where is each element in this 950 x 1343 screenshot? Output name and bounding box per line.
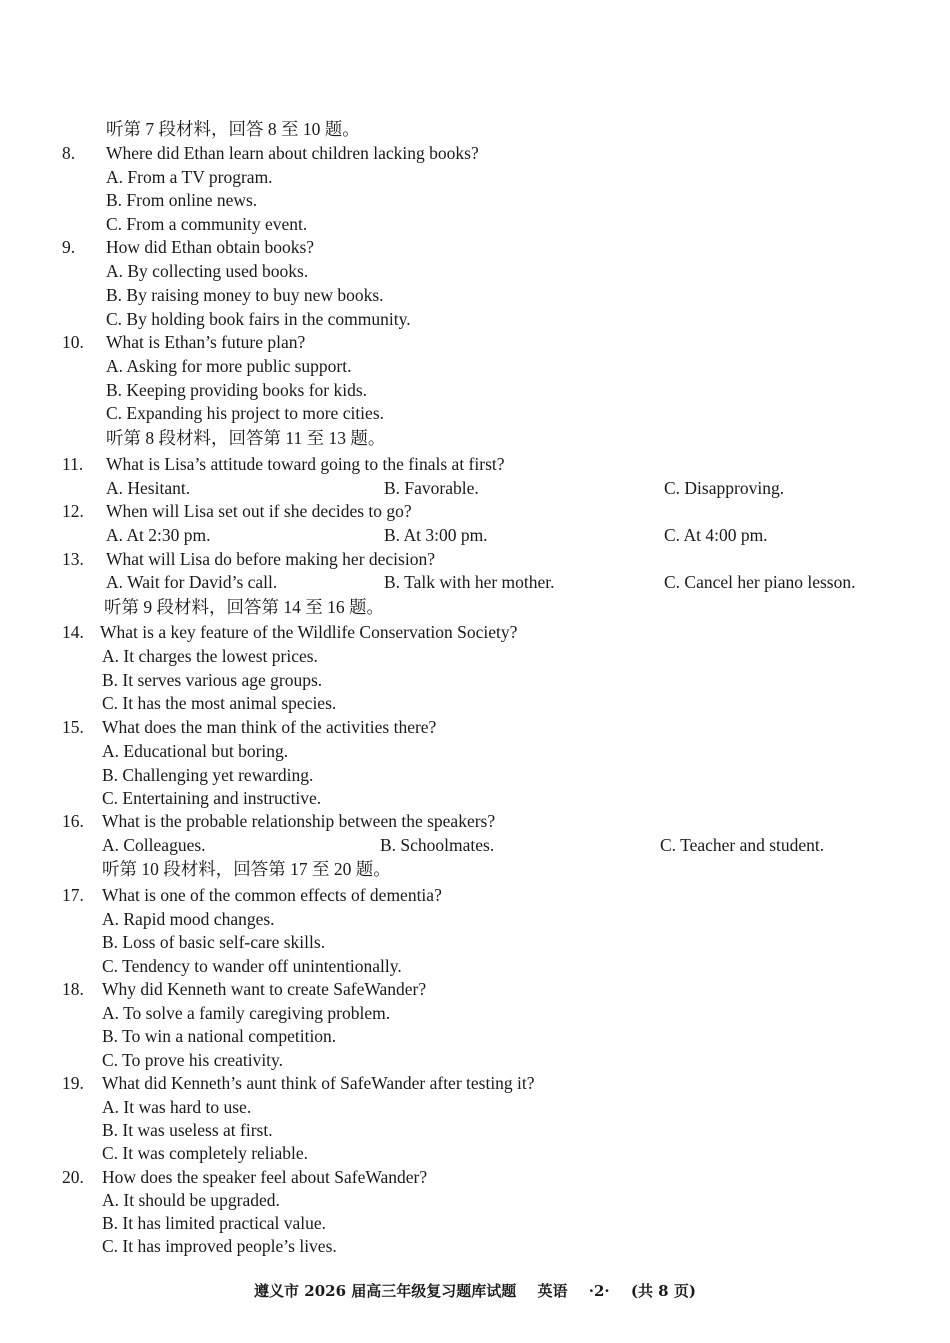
option-16c: C. Teacher and student.: [660, 835, 825, 855]
question-text: What is Ethan’s future plan?: [106, 332, 306, 352]
footer-subject: 英语: [537, 1282, 568, 1300]
option-13c: C. Cancel her piano lesson.: [664, 572, 856, 592]
question-20: [62, 1166, 427, 1188]
question-text: How did Ethan obtain books?: [106, 237, 315, 257]
option-16b: B. Schoolmates.: [380, 835, 495, 855]
question-17: [62, 884, 442, 906]
option-8a: A. From a TV program.: [106, 167, 273, 187]
question-number: 17.: [62, 885, 84, 905]
option-8b: B. From online news.: [106, 190, 258, 210]
option-15a: A. Educational but boring.: [102, 741, 289, 761]
question-number: 13.: [62, 549, 84, 569]
footer-total-pages: (共 8 页): [630, 1282, 696, 1300]
option-19b: B. It was useless at first.: [102, 1120, 273, 1140]
option-9c: C. By holding book fairs in the community.: [106, 309, 411, 329]
option-14a: A. It charges the lowest prices.: [102, 646, 318, 666]
question-number: 19.: [62, 1073, 84, 1093]
option-15c: C. Entertaining and instructive.: [102, 788, 322, 808]
question-text: What is a key feature of the Wildlife Conservation Society?: [100, 622, 518, 642]
option-15b: B. Challenging yet rewarding.: [102, 765, 314, 785]
option-10b: B. Keeping providing books for kids.: [106, 380, 368, 400]
question-text: What is the probable relationship between the speakers?: [102, 811, 496, 831]
question-text: How does the speaker feel about SafeWander?: [102, 1167, 428, 1187]
question-number: 10.: [62, 332, 84, 352]
option-12c: C. At 4:00 pm.: [664, 525, 768, 545]
option-14c: C. It has the most animal species.: [102, 693, 337, 713]
section-heading-9: 听第 9 段材料，回答第 14 至 16 题。: [104, 597, 384, 617]
question-number: 8.: [62, 143, 76, 163]
option-17b: B. Loss of basic self-care skills.: [102, 932, 326, 952]
option-9b: B. By raising money to buy new books.: [106, 285, 384, 305]
options-12: [106, 524, 906, 546]
option-11b: B. Favorable.: [384, 478, 479, 498]
option-12a: A. At 2:30 pm.: [106, 525, 211, 545]
options-13: [106, 571, 906, 593]
option-14b: B. It serves various age groups.: [102, 670, 323, 690]
question-number: 14.: [62, 622, 84, 642]
option-12b: B. At 3:00 pm.: [384, 525, 488, 545]
question-10: [62, 331, 305, 353]
question-text: Where did Ethan learn about children lacking books?: [106, 143, 479, 163]
question-14: [62, 621, 517, 643]
option-10a: A. Asking for more public support.: [106, 356, 352, 376]
section-heading-10: 听第 10 段材料，回答第 17 至 20 题。: [102, 859, 391, 879]
question-number: 12.: [62, 501, 84, 521]
option-18b: B. To win a national competition.: [102, 1026, 337, 1046]
option-17a: A. Rapid mood changes.: [102, 909, 275, 929]
section-heading-8: 听第 8 段材料，回答第 11 至 13 题。: [106, 428, 386, 448]
option-11a: A. Hesitant.: [106, 478, 191, 498]
question-number: 16.: [62, 811, 84, 831]
option-13b: B. Talk with her mother.: [384, 572, 555, 592]
options-11: [106, 477, 906, 499]
question-11: [62, 453, 505, 475]
option-20c: C. It has improved people’s lives.: [102, 1236, 337, 1256]
question-8: [62, 142, 479, 164]
question-number: 20.: [62, 1167, 84, 1187]
question-18: [62, 978, 426, 1000]
question-text: What does the man think of the activities there?: [102, 717, 437, 737]
option-9a: A. By collecting used books.: [106, 261, 309, 281]
question-number: 11.: [62, 454, 84, 474]
question-text: What did Kenneth’s aunt think of SafeWander after testing it?: [102, 1073, 535, 1093]
question-16: [62, 810, 495, 832]
option-18a: A. To solve a family caregiving problem.: [102, 1003, 391, 1023]
question-text: What will Lisa do before making her decision?: [106, 549, 435, 569]
option-19a: A. It was hard to use.: [102, 1097, 252, 1117]
question-text: When will Lisa set out if she decides to go?: [106, 501, 412, 521]
question-19: [62, 1072, 535, 1094]
option-20a: A. It should be upgraded.: [102, 1190, 280, 1210]
footer-title: 遵义市 2026 届高三年级复习题库试题: [254, 1282, 517, 1300]
option-19c: C. It was completely reliable.: [102, 1143, 309, 1163]
option-16a: A. Colleagues.: [102, 835, 206, 855]
options-16: [102, 834, 902, 856]
question-text: What is one of the common effects of dementia?: [102, 885, 442, 905]
option-18c: C. To prove his creativity.: [102, 1050, 284, 1070]
option-20b: B. It has limited practical value.: [102, 1213, 327, 1233]
section-heading-7: 听第 7 段材料，回答 8 至 10 题。: [106, 119, 360, 139]
option-11c: C. Disapproving.: [664, 478, 785, 498]
option-13a: A. Wait for David’s call.: [106, 572, 278, 592]
footer-page-number: ·2·: [588, 1282, 610, 1300]
page-footer: [0, 1280, 950, 1301]
question-13: [62, 548, 435, 570]
option-10c: C. Expanding his project to more cities.: [106, 403, 385, 423]
question-text: Why did Kenneth want to create SafeWander?: [102, 979, 427, 999]
question-number: 9.: [62, 237, 76, 257]
question-12: [62, 500, 412, 522]
question-number: 18.: [62, 979, 84, 999]
question-text: What is Lisa’s attitude toward going to the finals at first?: [106, 454, 505, 474]
question-number: 15.: [62, 717, 84, 737]
question-9: [62, 236, 314, 258]
question-15: [62, 716, 436, 738]
option-8c: C. From a community event.: [106, 214, 308, 234]
option-17c: C. Tendency to wander off unintentionally.: [102, 956, 402, 976]
